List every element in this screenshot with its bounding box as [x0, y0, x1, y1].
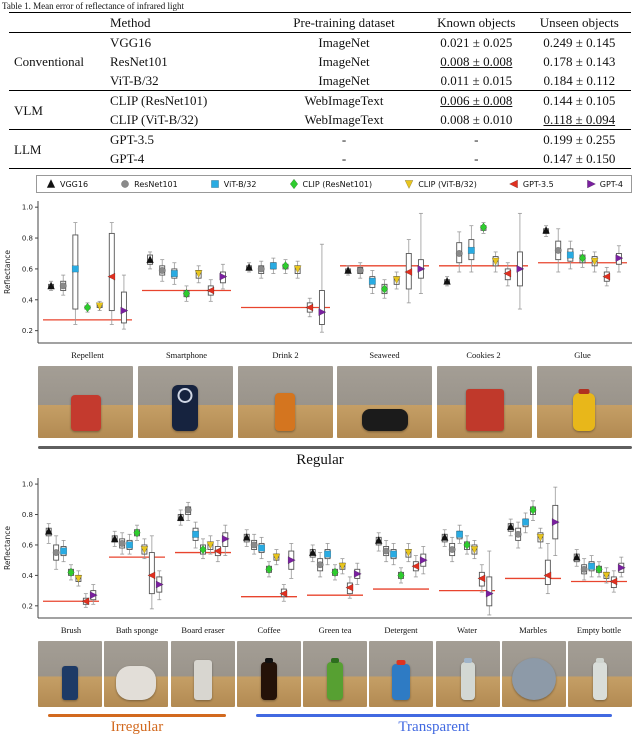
camera-ring-icon — [178, 388, 193, 403]
legend-item-gpt-3-5 — [508, 178, 554, 190]
group-label: Conventional — [14, 54, 85, 69]
object-drink-2 — [275, 393, 295, 431]
object-board-eraser — [194, 660, 212, 700]
known-cell: - — [474, 132, 479, 147]
group-label: LLM — [14, 141, 42, 157]
y-tick-label: 0.6 — [21, 265, 33, 274]
photo-drink-2 — [238, 366, 333, 438]
y-tick-label: 0.8 — [21, 234, 33, 243]
square-marker-icon — [369, 278, 375, 284]
transparent-label: Transparent — [398, 718, 470, 735]
category-label-seaweed: Seaweed — [369, 350, 400, 360]
object-detergent — [392, 664, 410, 700]
bottle-cap — [464, 658, 472, 663]
col-pretraining-dataset: Pre-training dataset — [293, 15, 395, 30]
regular-underline — [38, 446, 632, 449]
square-marker-icon — [192, 531, 198, 537]
object-green-tea — [327, 662, 343, 700]
bottle-cap — [579, 389, 590, 394]
dataset-cell: - — [341, 132, 347, 147]
col-known-objects: Known objects — [437, 15, 516, 30]
unseen-cell: 0.184 ± 0.112 — [543, 73, 616, 88]
triangle-right-marker-icon — [587, 180, 595, 188]
dataset-cell: - — [341, 151, 347, 166]
y-axis-label: Reflectance — [3, 526, 12, 570]
unseen-cell: 0.147 ± 0.150 — [543, 151, 616, 166]
irregular-underline — [48, 714, 226, 717]
object-empty-bottle — [593, 662, 607, 700]
method-cell: ResNet101 — [110, 54, 168, 69]
legend-label: ViT-B/32 — [223, 179, 257, 189]
triangle-right-icon — [585, 178, 597, 190]
photo-detergent — [369, 641, 433, 707]
results-table — [9, 12, 631, 169]
y-tick-label: 0.2 — [21, 602, 33, 611]
circle-marker-icon — [581, 566, 587, 572]
boxplot-group-bath-sponge — [109, 525, 165, 609]
circle-marker-icon — [555, 247, 561, 253]
boxplot-group-brush — [43, 524, 99, 608]
known-cell: 0.021 ± 0.025 — [440, 35, 513, 50]
photo-bath-sponge — [104, 641, 168, 707]
category-label-board-eraser: Board eraser — [181, 625, 225, 635]
category-label-brush: Brush — [60, 625, 82, 635]
category-label-green-tea: Green tea — [318, 625, 352, 635]
object-glue — [573, 393, 595, 431]
photo-seaweed — [337, 366, 432, 438]
group-col-header — [9, 13, 105, 33]
table-row — [9, 33, 631, 53]
irregular-label: Irregular — [110, 718, 164, 735]
square-marker-icon — [72, 266, 78, 272]
bottle-cap — [265, 658, 273, 663]
dataset-cell: ImageNet — [318, 35, 370, 50]
known-cell: - — [474, 151, 479, 166]
boxplot-chart-regular — [0, 194, 640, 366]
square-marker-icon — [567, 252, 573, 258]
boxplot-group-drink-2 — [241, 244, 330, 332]
circle-icon — [119, 178, 131, 190]
table-header-row — [9, 13, 631, 33]
object-cookies-2 — [466, 389, 504, 431]
object-repellent — [71, 395, 101, 431]
method-cell: GPT-3.5 — [110, 132, 154, 147]
method-cell: ViT-B/32 — [110, 73, 159, 88]
table-caption: Table 1. Mean error of reflectance of infrared light — [2, 1, 185, 11]
photo-green-tea — [303, 641, 367, 707]
boxplot-group-green-tea — [307, 543, 363, 598]
regular-label: Regular — [296, 452, 344, 468]
y-tick-label: 0.8 — [21, 511, 33, 520]
object-bath-sponge — [116, 666, 156, 700]
legend-label: GPT-4 — [599, 179, 623, 189]
dataset-cell: ImageNet — [318, 54, 370, 69]
square-marker-icon — [126, 542, 132, 548]
y-axis-label: Reflectance — [3, 250, 12, 294]
bottle-cap — [331, 658, 339, 663]
boxplot-group-detergent — [373, 533, 429, 589]
y-tick-label: 0.4 — [21, 296, 33, 305]
diamond-icon — [288, 178, 300, 190]
diamond-marker-icon — [290, 179, 298, 189]
table-row — [9, 91, 631, 111]
category-label-water: Water — [456, 625, 478, 635]
legend-item-resnet101 — [119, 178, 178, 190]
dataset-cell: WebImageText — [304, 112, 384, 127]
unseen-cell: 0.199 ± 0.255 — [543, 132, 616, 147]
square-marker-icon — [171, 270, 177, 276]
photo-cookies-2 — [437, 366, 532, 438]
category-label-detergent: Detergent — [384, 625, 418, 635]
unseen-cell: 0.178 ± 0.143 — [543, 54, 616, 69]
category-label-cookies-2: Cookies 2 — [466, 350, 501, 360]
boxplot-group-smartphone — [142, 252, 231, 301]
boxplot-group-marbles — [505, 487, 561, 594]
known-cell: 0.008 ± 0.010 — [440, 112, 513, 127]
photo-brush — [38, 641, 102, 707]
legend-label: CLIP (ViT-B/32) — [418, 179, 477, 189]
boxplot-group-coffee — [241, 530, 297, 602]
circle-marker-icon — [53, 549, 59, 555]
square-marker-icon — [211, 180, 218, 187]
y-tick-label: 0.4 — [21, 571, 33, 580]
category-label-glue: Glue — [574, 350, 591, 360]
category-label-repellent: Repellent — [71, 350, 104, 360]
square-marker-icon — [456, 531, 462, 537]
photo-smartphone — [138, 366, 233, 438]
bottle-cap — [596, 658, 604, 663]
circle-marker-icon — [456, 250, 462, 256]
legend-item-vit-b-32 — [209, 178, 257, 190]
triangle-down-icon — [403, 178, 415, 190]
object-water — [461, 662, 475, 700]
group-llm — [9, 130, 631, 169]
circle-marker-icon — [119, 540, 125, 546]
circle-marker-icon — [317, 562, 323, 568]
circle-marker-icon — [60, 283, 66, 289]
circle-marker-icon — [449, 546, 455, 552]
boxplot-group-cookies-2 — [439, 213, 528, 309]
transparent-section — [236, 714, 632, 736]
category-label-marbles: Marbles — [519, 625, 547, 635]
object-coffee — [261, 662, 277, 700]
photo-glue — [537, 366, 632, 438]
bottle-cap — [397, 660, 406, 665]
dataset-cell: ImageNet — [318, 73, 370, 88]
method-cell: CLIP (ViT-B/32) — [110, 112, 199, 127]
chart-legend — [36, 175, 632, 193]
legend-item-clip-vit-b-32- — [403, 178, 477, 190]
table-row — [9, 130, 631, 150]
square-marker-icon — [324, 551, 330, 557]
col-unseen-objects: Unseen objects — [539, 15, 619, 30]
circle-marker-icon — [122, 180, 129, 187]
category-label-bath-sponge: Bath sponge — [115, 625, 159, 635]
photo-coffee — [237, 641, 301, 707]
square-marker-icon — [522, 519, 528, 525]
square-marker-icon — [468, 247, 474, 253]
bottom-section-labels — [38, 714, 632, 736]
object-marbles — [512, 658, 556, 700]
square-marker-icon — [588, 563, 594, 569]
category-label-smartphone: Smartphone — [165, 350, 208, 360]
circle-marker-icon — [251, 542, 257, 548]
photo-empty-bottle — [568, 641, 632, 707]
y-tick-label: 1.0 — [21, 480, 33, 489]
method-cell: GPT-4 — [110, 151, 145, 166]
diamond-marker-icon — [84, 303, 91, 312]
legend-item-gpt-4 — [585, 178, 623, 190]
boxplot-group-glue — [538, 226, 627, 286]
category-label-drink-2: Drink 2 — [272, 350, 299, 360]
group-label: VLM — [14, 102, 43, 118]
irregular-section — [38, 714, 236, 736]
unseen-cell: 0.249 ± 0.145 — [543, 35, 616, 50]
boxplot-group-board-eraser — [175, 502, 231, 561]
triangle-up-marker-icon — [47, 180, 55, 188]
known-cell: 0.008 ± 0.008 — [440, 54, 513, 69]
square-icon — [209, 178, 221, 190]
legend-item-clip-resnet101- — [288, 178, 373, 190]
object-brush — [62, 666, 78, 700]
legend-label: VGG16 — [60, 179, 89, 189]
y-tick-label: 0.2 — [21, 327, 33, 336]
square-marker-icon — [270, 263, 276, 269]
triangle-up-icon — [45, 178, 57, 190]
circle-marker-icon — [357, 267, 363, 273]
dataset-cell: WebImageText — [304, 93, 384, 108]
triangle-left-marker-icon — [509, 180, 517, 188]
group-conventional — [9, 33, 631, 91]
category-label-empty-bottle: Empty bottle — [576, 625, 622, 635]
boxplot-group-water — [439, 525, 495, 615]
y-tick-label: 0.6 — [21, 541, 33, 550]
legend-label: ResNet101 — [134, 179, 178, 189]
unseen-cell: 0.118 ± 0.094 — [543, 112, 616, 127]
photo-board-eraser — [171, 641, 235, 707]
square-marker-icon — [258, 545, 264, 551]
triangle-left-icon — [508, 178, 520, 190]
boxplot-group-empty-bottle — [571, 550, 627, 593]
square-marker-icon — [60, 548, 66, 554]
transparent-underline — [256, 714, 612, 717]
known-cell: 0.006 ± 0.008 — [440, 93, 513, 108]
category-label-coffee: Coffee — [257, 625, 281, 635]
photo-marbles — [502, 641, 566, 707]
circle-marker-icon — [515, 531, 521, 537]
square-marker-icon — [390, 551, 396, 557]
group-vlm — [9, 91, 631, 130]
legend-label: CLIP (ResNet101) — [302, 179, 373, 189]
circle-marker-icon — [185, 507, 191, 513]
legend-item-vgg16 — [45, 178, 88, 190]
unseen-cell: 0.144 ± 0.105 — [543, 93, 616, 108]
photo-strip-regular — [38, 366, 632, 438]
method-cell: CLIP (ResNet101) — [110, 93, 208, 108]
y-tick-label: 1.0 — [21, 203, 33, 212]
col-method: Method — [110, 15, 151, 30]
boxplot-group-repellent — [43, 223, 132, 330]
boxplot-chart-irregular-transparent — [0, 471, 640, 641]
legend-label: GPT-3.5 — [522, 179, 554, 189]
photo-strip-irregular-transparent — [38, 641, 632, 707]
method-cell: VGG16 — [110, 35, 152, 50]
circle-marker-icon — [383, 548, 389, 554]
object-seaweed — [362, 409, 408, 431]
circle-marker-icon — [159, 267, 165, 273]
photo-water — [436, 641, 500, 707]
known-cell: 0.011 ± 0.015 — [440, 73, 513, 88]
circle-marker-icon — [258, 266, 264, 272]
triangle-down-marker-icon — [405, 180, 413, 188]
boxplot-group-seaweed — [340, 213, 429, 303]
photo-repellent — [38, 366, 133, 438]
